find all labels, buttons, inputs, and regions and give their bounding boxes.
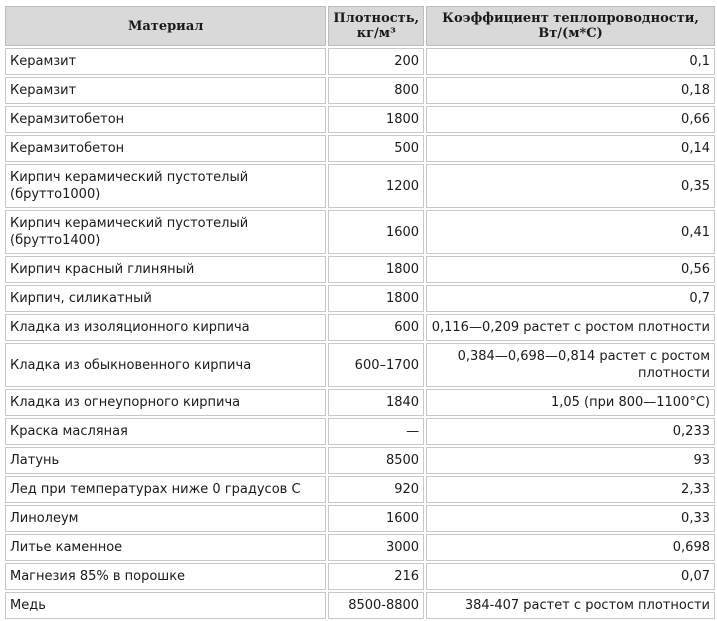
table-row [5,534,715,561]
cell-coefficient: 384-407 растет с ростом плотности [426,592,715,619]
cell-density: 1800 [328,106,424,133]
cell-coefficient: 0,56 [426,256,715,283]
cell-material: Кирпич керамический пустотелый (брутто1400) [5,210,326,254]
cell-material: Керамзит [5,48,326,75]
cell-density: 1600 [328,210,424,254]
cell-material: Линолеум [5,505,326,532]
cell-density: 1200 [328,164,424,208]
table-row [5,210,715,254]
cell-material: Кладка из изоляционного кирпича [5,314,326,341]
table-row [5,343,715,387]
cell-density: 920 [328,476,424,503]
cell-coefficient: 93 [426,447,715,474]
cell-material: Краска масляная [5,418,326,445]
cell-density: 600–1700 [328,343,424,387]
table-row [5,505,715,532]
cell-material: Кладка из обыкновенного кирпича [5,343,326,387]
cell-material: Кирпич, силикатный [5,285,326,312]
cell-density: 800 [328,77,424,104]
cell-coefficient: 0,41 [426,210,715,254]
table-wrapper [3,4,717,621]
table-row [5,447,715,474]
cell-material: Литье каменное [5,534,326,561]
cell-material: Керамзитобетон [5,135,326,162]
header-row [5,6,715,46]
cell-coefficient: 0,7 [426,285,715,312]
cell-material: Лед при температурах ниже 0 градусов С [5,476,326,503]
cell-coefficient: 0,07 [426,563,715,590]
cell-material: Латунь [5,447,326,474]
cell-coefficient: 1,05 (при 800—1100°С) [426,389,715,416]
table-row [5,135,715,162]
cell-coefficient: 0,233 [426,418,715,445]
table-row [5,106,715,133]
table-row [5,48,715,75]
cell-density: 1800 [328,256,424,283]
cell-material: Медь [5,592,326,619]
cell-density: 600 [328,314,424,341]
cell-coefficient: 0,384—0,698—0,814 растет с ростом плотности [426,343,715,387]
cell-density: 216 [328,563,424,590]
cell-material: Керамзит [5,77,326,104]
cell-density: 1600 [328,505,424,532]
table-row [5,164,715,208]
cell-coefficient: 0,66 [426,106,715,133]
table-row [5,418,715,445]
cell-coefficient: 0,14 [426,135,715,162]
cell-density: 500 [328,135,424,162]
header-coefficient: Коэффициент теплопроводности, Вт/(м*С) [426,6,715,46]
cell-coefficient: 0,35 [426,164,715,208]
cell-material: Кладка из огнеупорного кирпича [5,389,326,416]
cell-density: 3000 [328,534,424,561]
cell-material: Керамзитобетон [5,106,326,133]
cell-coefficient: 0,116—0,209 растет с ростом плотности [426,314,715,341]
cell-density: — [328,418,424,445]
cell-coefficient: 0,33 [426,505,715,532]
table-row [5,285,715,312]
cell-coefficient: 0,698 [426,534,715,561]
table-row [5,314,715,341]
table-body [5,48,715,619]
thermal-conductivity-table [3,4,717,621]
table-row [5,476,715,503]
cell-density: 1800 [328,285,424,312]
header-density: Плотность, кг/м³ [328,6,424,46]
cell-material: Магнезия 85% в порошке [5,563,326,590]
cell-density: 8500 [328,447,424,474]
cell-density: 200 [328,48,424,75]
cell-material: Кирпич керамический пустотелый (брутто1000) [5,164,326,208]
cell-density: 1840 [328,389,424,416]
table-row [5,592,715,619]
table-row [5,389,715,416]
table-row [5,256,715,283]
cell-coefficient: 0,1 [426,48,715,75]
cell-coefficient: 2,33 [426,476,715,503]
table-row [5,563,715,590]
cell-density: 8500-8800 [328,592,424,619]
header-material: Материал [5,6,326,46]
cell-coefficient: 0,18 [426,77,715,104]
table-row [5,77,715,104]
cell-material: Кирпич красный глиняный [5,256,326,283]
